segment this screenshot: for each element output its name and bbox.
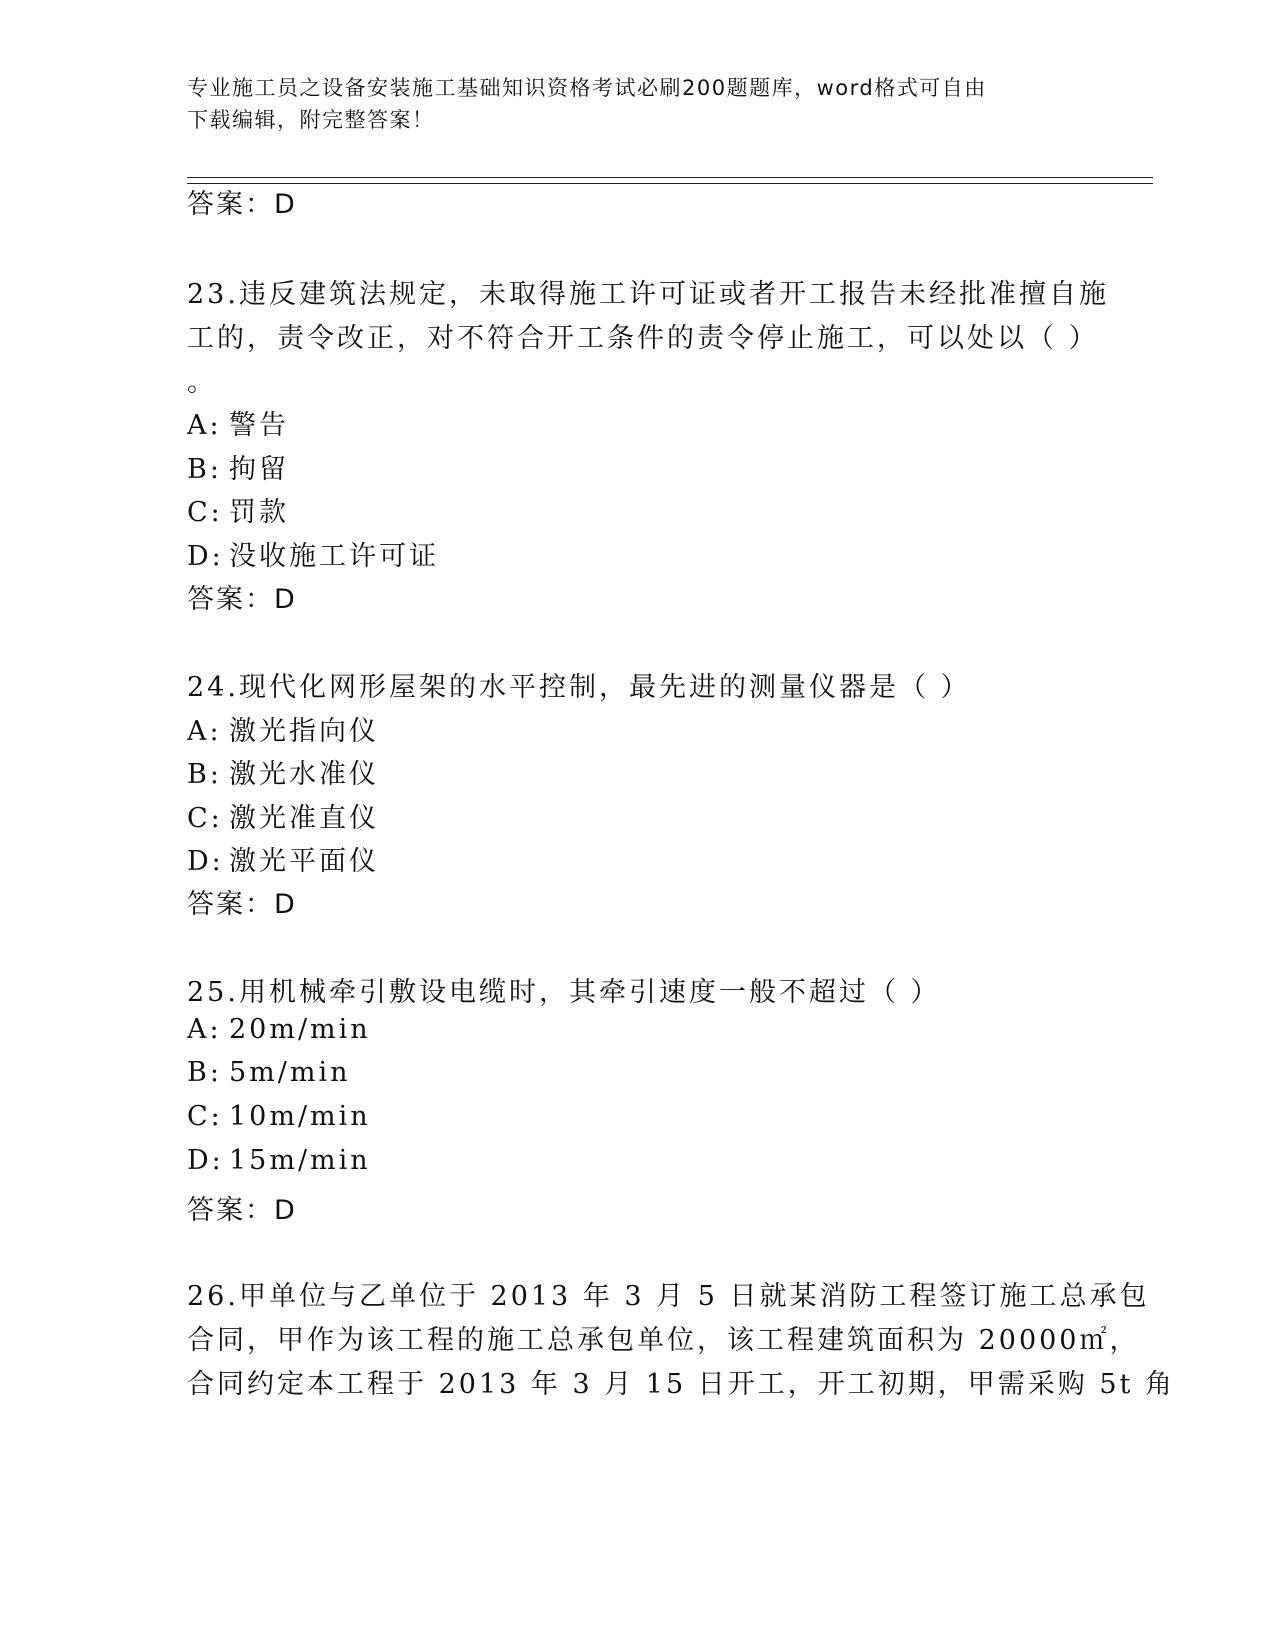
option-letter: D: — [187, 846, 224, 877]
option-letter: A: — [187, 410, 222, 441]
option-text: 罚款 — [229, 497, 289, 528]
option-letter: B: — [187, 759, 222, 790]
option-letter: C: — [187, 803, 223, 834]
option-letter: A: — [187, 1014, 222, 1045]
question-stem-line: 合同约定本工程于 2013 年 3 月 15 日开工，开工初期，甲需采购 5t 角 — [187, 1369, 1175, 1400]
question-stem-line: 合同，甲作为该工程的施工总承包单位，该工程建筑面积为 20000㎡， — [187, 1325, 1140, 1356]
option-a — [187, 1014, 371, 1045]
option-c — [187, 796, 379, 835]
option-text: 警告 — [229, 410, 289, 441]
option-a — [187, 403, 289, 442]
question-answer: 答案：D — [187, 889, 297, 920]
option-text: 5m/min — [229, 1057, 351, 1088]
option-text: 激光准直仪 — [229, 803, 379, 834]
question-stem-line: 26.甲单位与乙单位于 2013 年 3 月 5 日就某消防工程签订施工总承包 — [187, 1281, 1150, 1312]
option-a — [187, 709, 379, 748]
option-text: 激光平面仪 — [229, 846, 379, 877]
question-stem-line: 24.现代化网形屋架的水平控制，最先进的测量仪器是（ ） — [187, 672, 971, 703]
option-text: 10m/min — [229, 1101, 371, 1132]
header-title-line-1: 专业施工员之设备安装施工基础知识资格考试必刷200题题库，word格式可自由 — [187, 76, 987, 100]
question-stem-line: 工的，责令改正，对不符合开工条件的责令停止施工，可以处以（ ） — [187, 323, 1099, 354]
header-divider-top — [187, 177, 1153, 178]
option-text: 拘留 — [229, 454, 289, 485]
option-letter: A: — [187, 716, 222, 747]
option-text: 激光指向仪 — [229, 716, 379, 747]
option-letter: C: — [187, 497, 223, 528]
option-text: 20m/min — [229, 1014, 371, 1045]
option-d — [187, 1145, 371, 1176]
option-letter: D: — [187, 541, 224, 572]
previous-answer: 答案：D — [187, 189, 297, 220]
option-letter: C: — [187, 1101, 223, 1132]
question-stem-line: 25.用机械牵引敷设电缆时，其牵引速度一般不超过（ ） — [187, 977, 941, 1008]
header-divider-bottom — [187, 183, 1153, 184]
option-letter: B: — [187, 454, 222, 485]
option-b — [187, 1057, 351, 1088]
option-d — [187, 839, 379, 878]
option-text: 激光水准仪 — [229, 759, 379, 790]
option-c — [187, 490, 289, 529]
option-letter: D: — [187, 1145, 224, 1176]
page-header — [187, 72, 1067, 136]
option-text: 15m/min — [229, 1145, 371, 1176]
option-c — [187, 1101, 371, 1132]
header-title-line-2: 下载编辑，附完整答案！ — [187, 108, 435, 132]
option-text: 没收施工许可证 — [229, 541, 439, 572]
option-letter: B: — [187, 1057, 222, 1088]
question-stem-line: 23.违反建筑法规定，未取得施工许可证或者开工报告未经批准擅自施 — [187, 279, 1109, 310]
option-b — [187, 447, 289, 486]
option-b — [187, 752, 379, 791]
question-answer: 答案：D — [187, 584, 297, 615]
question-answer: 答案：D — [187, 1195, 297, 1226]
question-stem-line: 。 — [187, 367, 217, 398]
option-d — [187, 534, 439, 573]
